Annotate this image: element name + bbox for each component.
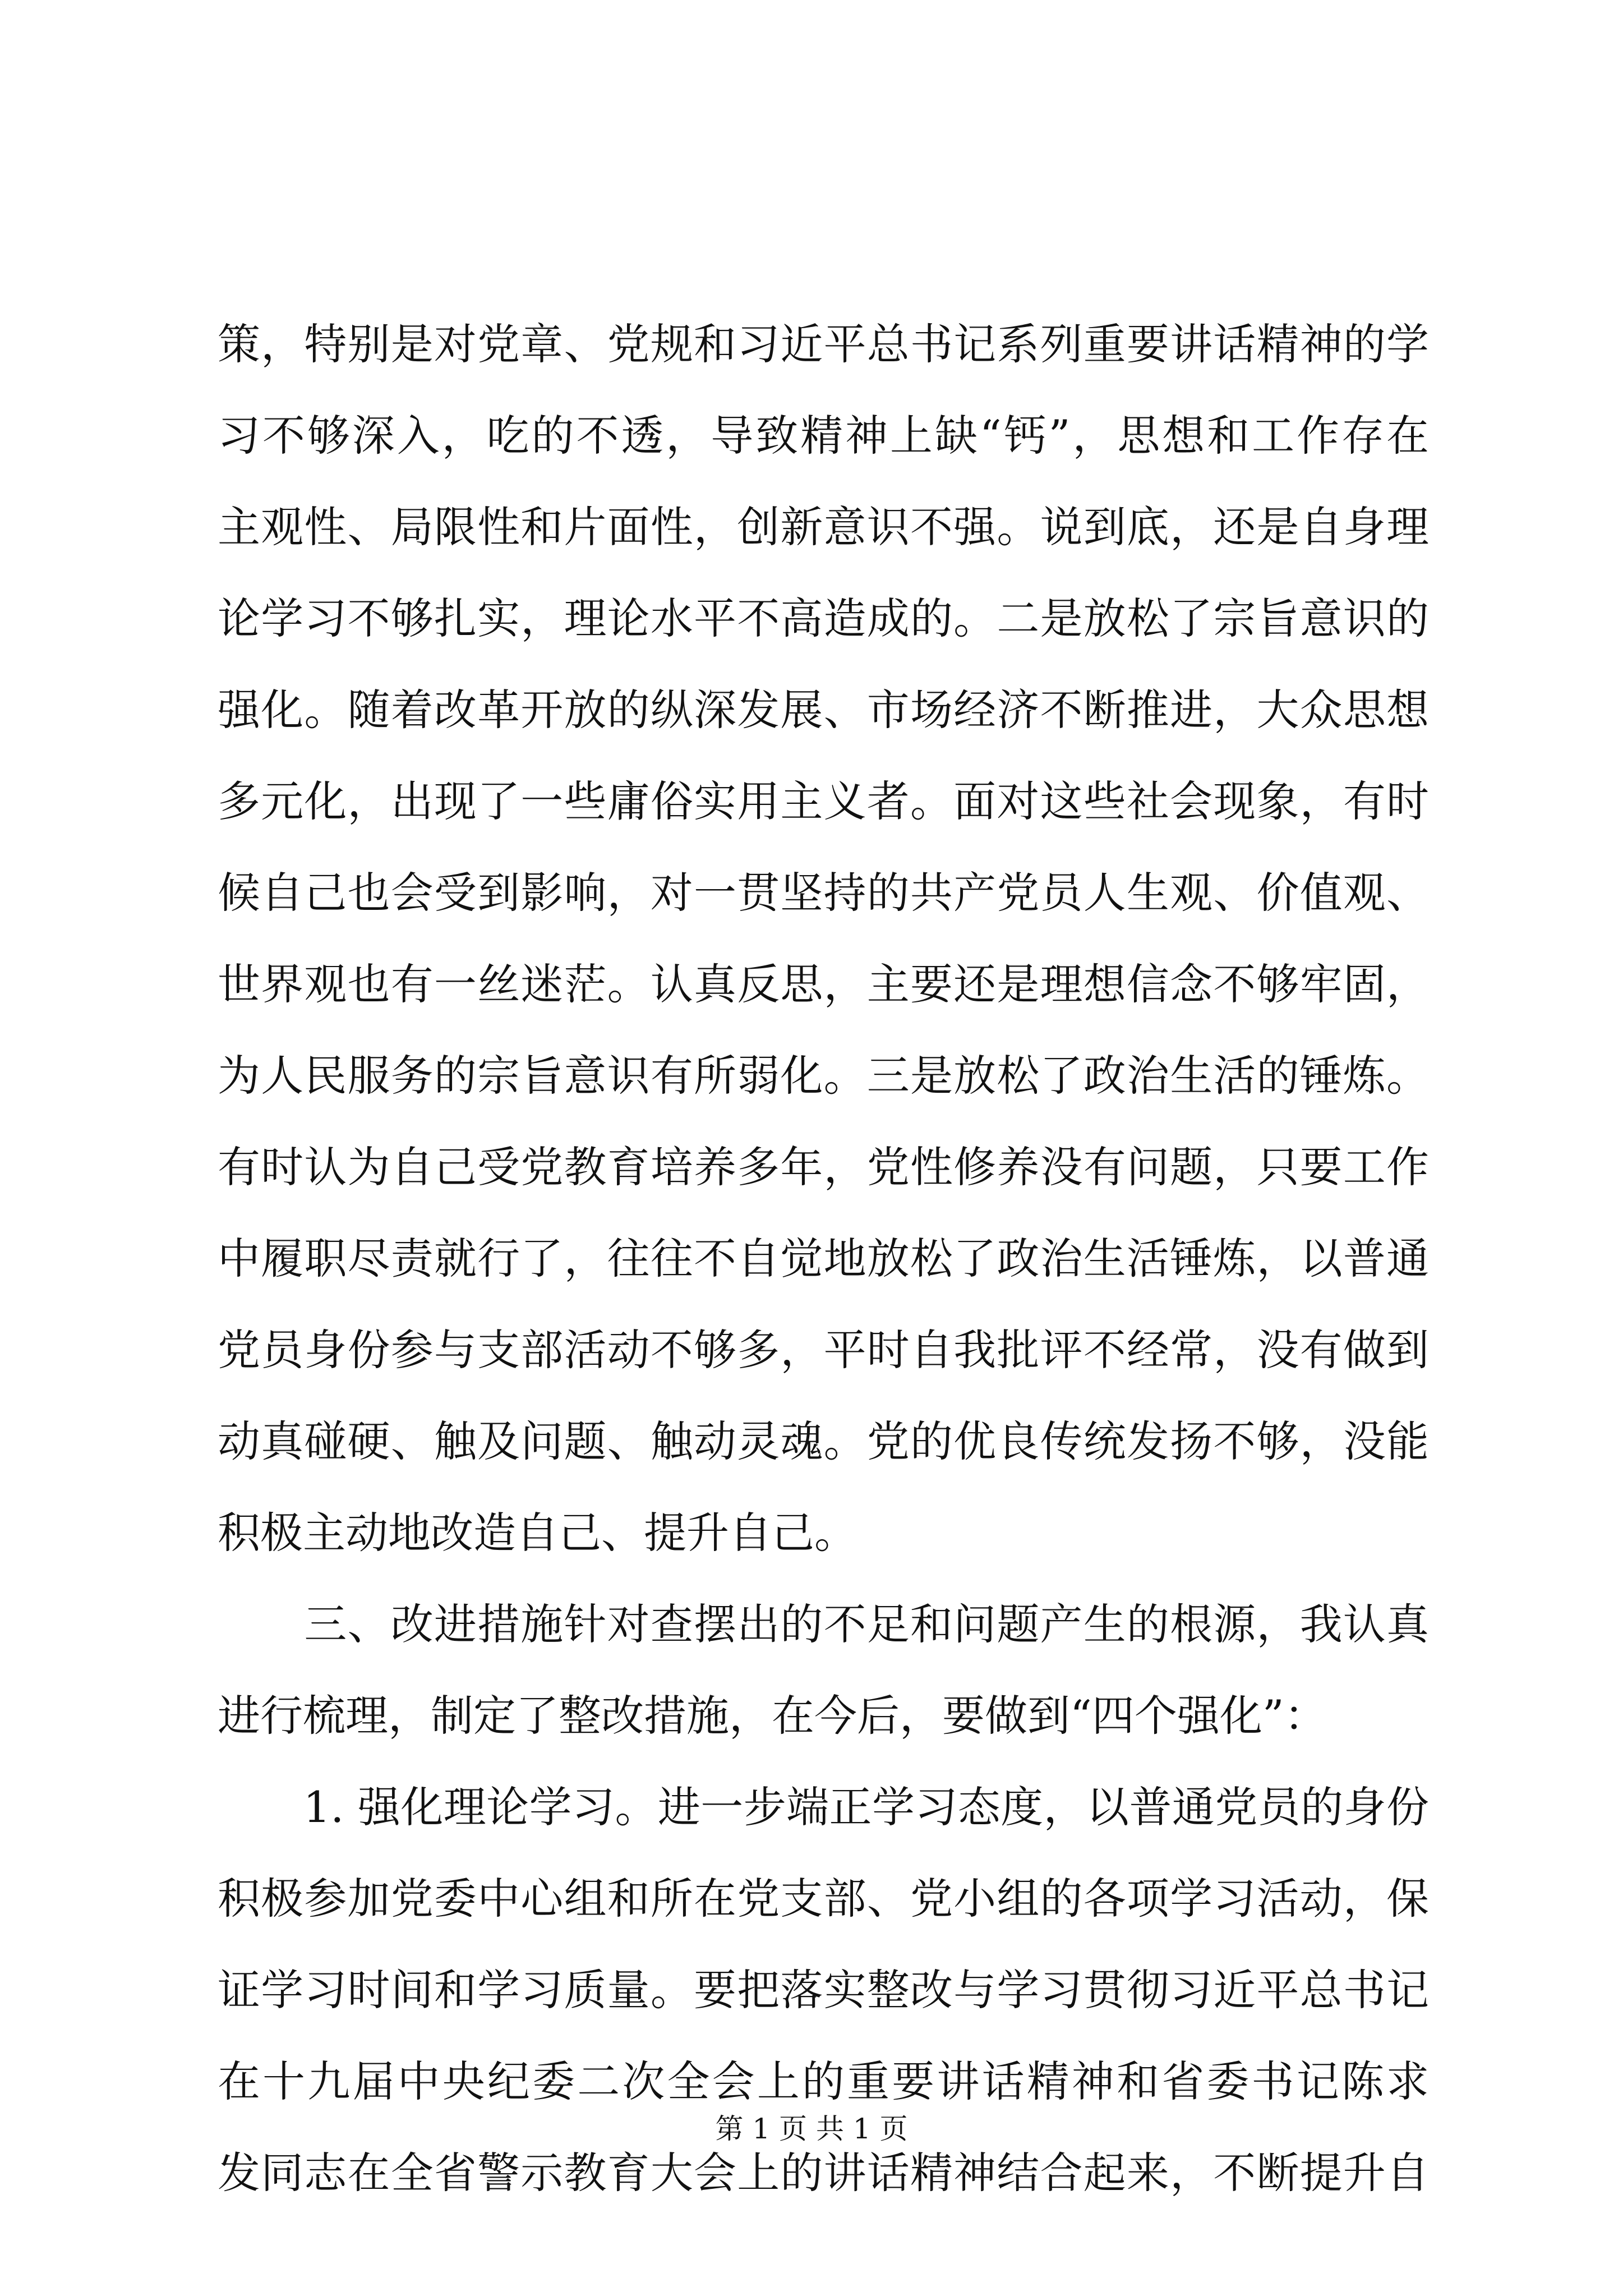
- text-line: 党员身份参与支部活动不够多，平时自我批评不经常，没有做到: [218, 1325, 1429, 1375]
- text-line: 论学习不够扎实，理论水平不高造成的。二是放松了宗旨意识的: [218, 593, 1429, 643]
- document-body: [218, 298, 1429, 2219]
- text-line: 在十九届中央纪委二次全会上的重要讲话精神和省委书记陈求: [218, 2056, 1429, 2106]
- text-line: 强化。随着改革开放的纵深发展、市场经济不断推进，大众思想: [218, 685, 1429, 735]
- text-line: 中履职尽责就行了，往往不自觉地放松了政治生活锤炼，以普通: [218, 1234, 1429, 1283]
- text-line: 多元化，出现了一些庸俗实用主义者。面对这些社会现象，有时: [218, 776, 1429, 826]
- text-line: 候自己也会受到影响，对一贯坚持的共产党员人生观、价值观、: [218, 868, 1429, 918]
- text-line: 有时认为自己受党教育培养多年，党性修养没有问题，只要工作: [218, 1142, 1429, 1192]
- text-line: 主观性、局限性和片面性，创新意识不强。说到底，还是自身理: [218, 502, 1429, 552]
- text-line: 习不够深入，吃的不透，导致精神上缺“钙”，思想和工作存在: [218, 411, 1429, 461]
- page-footer: 第 1 页 共 1 页: [715, 2113, 908, 2145]
- text-line: 证学习时间和学习质量。要把落实整改与学习贯彻习近平总书记: [218, 1965, 1429, 2015]
- text-line: 世界观也有一丝迷茫。认真反思，主要还是理想信念不够牢固，: [218, 959, 1429, 1009]
- text-line: 策，特别是对党章、党规和习近平总书记系列重要讲话精神的学: [218, 319, 1429, 369]
- text-line: 进行梳理，制定了整改措施，在今后，要做到“四个强化”：: [218, 1691, 1327, 1741]
- text-line: 动真碰硬、触及问题、触动灵魂。党的优良传统发扬不够，没能: [218, 1416, 1429, 1466]
- text-line: 三、改进措施针对查摆出的不足和问题产生的根源，我认真: [218, 1599, 1429, 1649]
- text-line: 发同志在全省警示教育大会上的讲话精神结合起来，不断提升自: [218, 2148, 1429, 2198]
- text-line: 1. 强化理论学习。进一步端正学习态度，以普通党员的身份: [218, 1782, 1429, 1832]
- text-line: 积极主动地改造自己、提升自己。: [218, 1508, 857, 1558]
- text-line: 为人民服务的宗旨意识有所弱化。三是放松了政治生活的锤炼。: [218, 1051, 1429, 1101]
- text-line: 积极参加党委中心组和所在党支部、党小组的各项学习活动，保: [218, 1874, 1429, 1924]
